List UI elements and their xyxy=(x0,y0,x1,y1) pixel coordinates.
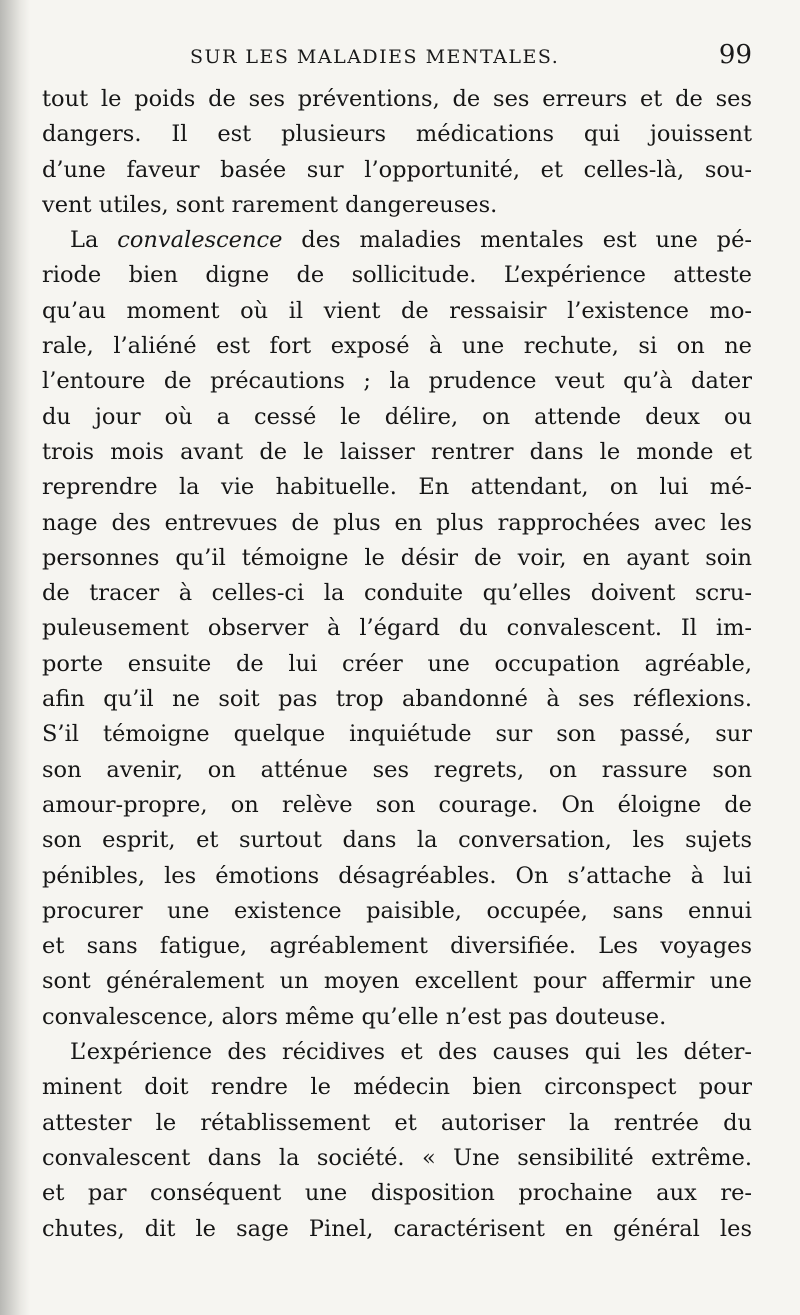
text-line: puleusement observer à l’égard du convalescent. Il im- xyxy=(42,615,752,642)
text-line: dangers. Il est plusieurs médications qui jouissent xyxy=(42,121,752,148)
text-line: pénibles, les émotions désagréables. On s’attache à lui xyxy=(42,862,752,889)
running-title: SUR LES MALADIES MENTALES. xyxy=(190,46,560,68)
text-line: l’entoure de précautions ; la prudence veut qu’à dater xyxy=(42,368,752,395)
text-line xyxy=(42,223,752,258)
text-line: afin qu’il ne soit pas trop abandonné à ses réflexions. xyxy=(42,686,752,713)
text-line: son esprit, et surtout dans la conversation, les sujets xyxy=(42,827,752,854)
text-segment: des maladies mentales est une pé- xyxy=(282,227,752,254)
page-gutter-shadow xyxy=(0,0,30,1315)
body-text xyxy=(42,82,752,1247)
text-line: minent doit rendre le médecin bien circonspect pour xyxy=(42,1074,752,1101)
text-line: son avenir, on atténue ses regrets, on rassure son xyxy=(42,756,752,783)
italic-term: convalescence xyxy=(117,227,283,254)
text-line: procurer une existence paisible, occupée, sans ennui xyxy=(42,897,752,924)
text-line: rale, l’aliéné est fort exposé à une rechute, si on ne xyxy=(42,333,752,360)
page-number: 99 xyxy=(718,40,752,70)
text-line: qu’au moment où il vient de ressaisir l’existence mo- xyxy=(42,297,752,324)
text-line: nage des entrevues de plus en plus rapprochées avec les xyxy=(42,509,752,536)
text-line: de tracer à celles-ci la conduite qu’elles doivent scru- xyxy=(42,580,752,607)
text-line: chutes, dit le sage Pinel, caractérisent en général les xyxy=(42,1215,752,1242)
text-line: du jour où a cessé le délire, on attende deux ou xyxy=(42,403,752,430)
text-line: reprendre la vie habituelle. En attendant, on lui mé- xyxy=(42,474,752,501)
text-line: L’expérience des récidives et des causes qui les déter- xyxy=(70,1039,752,1066)
running-head xyxy=(42,40,752,80)
text-line: S’il témoigne quelque inquiétude sur son passé, sur xyxy=(42,721,752,748)
text-line: porte ensuite de lui créer une occupation agréable, xyxy=(42,650,752,677)
text-segment: La xyxy=(70,227,118,254)
text-line: amour-propre, on relève son courage. On éloigne de xyxy=(42,791,752,818)
text-line: tout le poids de ses préventions, de ses erreurs et de ses xyxy=(42,86,752,112)
text-line: convalescence, alors même qu’elle n’est pas douteuse. xyxy=(42,1003,667,1030)
text-line: et sans fatigue, agréablement diversifiée. Les voyages xyxy=(42,933,752,960)
text-line: d’une faveur basée sur l’opportunité, et celles-là, sou- xyxy=(42,156,752,183)
text-line: attester le rétablissement et autoriser la rentrée du xyxy=(42,1109,752,1136)
text-line: vent utiles, sont rarement dangereuses. xyxy=(42,191,498,218)
text-line: et par conséquent une disposition prochaine aux re- xyxy=(42,1180,752,1207)
text-line: riode bien digne de sollicitude. L’expérience atteste xyxy=(42,262,752,289)
text-line: trois mois avant de le laisser rentrer dans le monde et xyxy=(42,438,752,465)
text-line: sont généralement un moyen excellent pour affermir une xyxy=(42,968,752,995)
text-line: personnes qu’il témoigne le désir de voir, en ayant soin xyxy=(42,544,752,571)
text-line: convalescent dans la société. « Une sensibilité extrême. xyxy=(42,1144,752,1171)
